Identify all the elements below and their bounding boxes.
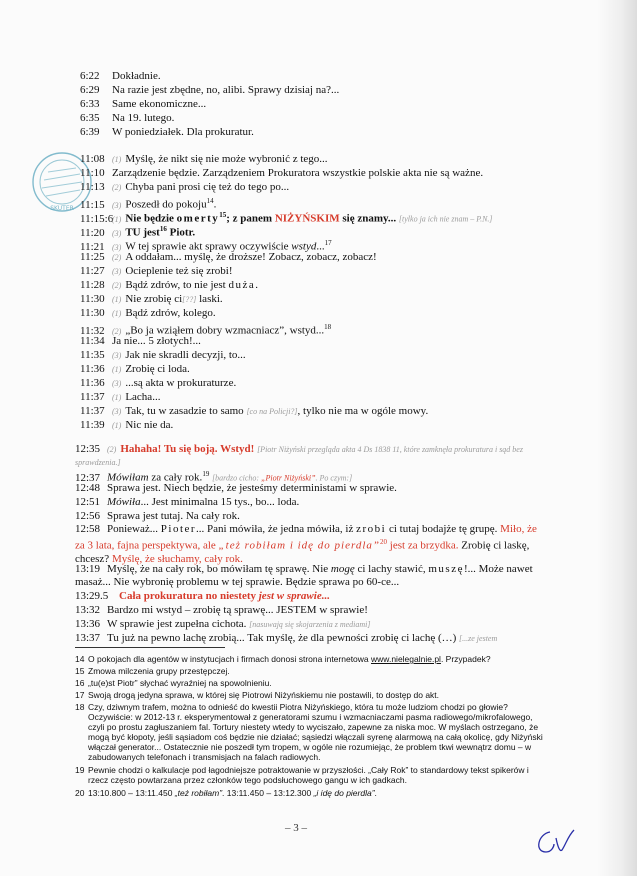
timestamp: 6:22	[80, 70, 100, 82]
italic-word: wstyd	[291, 240, 317, 253]
dialogue-text: Zarządzenie będzie. Zarządzeniem Prokuratora wszystkie polskie akta nie są ważne.	[112, 167, 484, 179]
footnote	[75, 765, 545, 785]
dialogue-text: Tak, tu w zasadzie to samo	[125, 405, 247, 417]
dialogue-text: Bądź zdrów, kolego.	[125, 307, 216, 319]
dialogue-text: się znamy...	[339, 212, 397, 225]
highlighted-text: Cała prokuratura no niestety	[119, 590, 259, 602]
footnote-link[interactable]: www.nielegalnie.pl	[371, 654, 441, 664]
dialogue-line	[80, 70, 161, 82]
footnote	[75, 702, 545, 762]
dialogue-line	[75, 510, 240, 522]
dialogue-text: A oddałam... myślę, że droższe! Zobacz, zobacz, zobacz!	[125, 251, 377, 263]
timestamp: 6:33	[80, 98, 100, 110]
speaker-marker: (3)	[112, 267, 122, 276]
dialogue-text: ...	[316, 240, 325, 253]
dialogue-line	[75, 482, 397, 494]
dialogue-line	[80, 419, 173, 432]
dialogue-text: Ponieważ...	[107, 523, 161, 535]
dialogue-line	[80, 98, 206, 110]
dialogue-text: Sprawa jest. Niech będzie, że jesteśmy deterministami w sprawie.	[107, 482, 397, 494]
timestamp: 6:29	[80, 84, 100, 96]
footnote-number: 17	[75, 690, 85, 700]
dialogue-text: ...są akta w prokuraturze.	[125, 377, 237, 389]
timestamp: 11:32	[80, 324, 105, 337]
timestamp: 11:37	[80, 405, 105, 417]
timestamp: 11:10	[80, 167, 105, 179]
timestamp: 11:15	[80, 198, 105, 211]
speaker-marker: (3)	[112, 242, 122, 252]
timestamp: 13:19	[75, 563, 101, 575]
footnote-text: .	[374, 788, 377, 798]
timestamp: 11:35	[80, 349, 105, 361]
timestamp: 12:58	[75, 523, 101, 535]
timestamp: 6:35	[80, 112, 100, 124]
editor-note: [nasuwają się skojarzenia z mediami]	[249, 620, 371, 629]
stamp-text: SKUTER	[50, 205, 74, 212]
dialogue-text: „Bo ja wziąłem dobry wzmacniacz”, wstyd...	[125, 324, 325, 337]
dialogue-line	[80, 153, 328, 166]
dialogue-text: Zrobię ci laskę, chcesz?	[75, 539, 530, 565]
timestamp: 13:36	[75, 618, 101, 630]
speaker-marker: (2)	[112, 253, 122, 262]
dialogue-text: ... Pani mówiła, że jedna mówiła, iż	[196, 523, 357, 535]
highlighted-name: NIŻYŃSKIM	[274, 212, 340, 225]
timestamp: 11:27	[80, 265, 105, 277]
speaker-marker: (1)	[112, 393, 122, 402]
footnote-number: 19	[75, 765, 85, 775]
italic-word: mogę	[330, 563, 355, 575]
emphasized-word: muszę	[428, 563, 464, 575]
footnote-number: 15	[75, 666, 85, 676]
emphasized-word: Pioter	[160, 523, 197, 535]
timestamp: 13:29.5	[75, 590, 109, 602]
dialogue-text: .	[213, 198, 217, 211]
timestamp: 11:36	[80, 377, 105, 389]
footnote-text: . 13:11.450 – 13:12.300	[222, 788, 314, 798]
timestamp: 12:35	[75, 443, 101, 455]
italic-word: Mówiłam	[107, 471, 149, 484]
footnote-ref: 19	[202, 470, 210, 478]
dialogue-text: Bądź zdrów, to nie jest	[125, 279, 229, 291]
timestamp: 11:08	[80, 153, 105, 165]
dialogue-text: W poniedziałek. Dla prokuratur.	[112, 126, 254, 138]
dialogue-text: Lacha...	[125, 391, 161, 403]
footnote-ref: 16	[159, 225, 167, 233]
dialogue-line	[80, 405, 428, 418]
dialogue-line	[75, 618, 370, 631]
dialogue-text: Ocieplenie też się zrobi!	[125, 265, 233, 277]
footnote-ref: 17	[324, 239, 332, 247]
speaker-marker: (1)	[112, 214, 122, 224]
footnote-number: 18	[75, 702, 85, 712]
dialogue-text: ci tutaj bodajże tę grupę.	[386, 523, 501, 535]
highlighted-text: jest w sprawie...	[258, 590, 330, 602]
dialogue-text: Zrobię ci loda.	[125, 363, 190, 375]
editor-note: . Po czym:]	[315, 473, 353, 483]
editor-note: [co na Policji?]	[246, 407, 298, 416]
speaker-marker: (2)	[107, 445, 117, 454]
timestamp: 11:30	[80, 293, 105, 305]
footnote	[75, 788, 545, 798]
dialogue-text: ; z panem	[226, 212, 275, 225]
dialogue-line	[80, 335, 201, 347]
footnote-text: Pewnie chodzi o kalkulacje pod łagodniejsze potraktowanie w przyszłości. „Cały Rok” to standardowy tekst spikerów i rzecz często powtarzana przez członków tego podsłuchowego gangu w ich gadkach.	[88, 765, 529, 785]
footnote-quote: „i idę do pierdla”	[313, 788, 375, 798]
footnote-number: 16	[75, 678, 85, 688]
dialogue-text: Na razie jest zbędne, no, alibi. Sprawy dzisiaj na?...	[112, 84, 340, 96]
speaker-marker: (2)	[112, 183, 122, 192]
editor-note: [...ze jestem	[459, 634, 498, 643]
footnote	[75, 654, 545, 664]
dialogue-line	[80, 349, 246, 362]
dialogue-line	[80, 265, 233, 278]
dialogue-text: za cały rok.	[148, 471, 203, 484]
footnote-text: „tu(e)st Piotr” słychać wyraźniej na spowolnieniu.	[88, 678, 272, 688]
dialogue-paragraph	[75, 563, 545, 589]
dialogue-line	[75, 590, 330, 602]
footnote-text: 13:10.800 – 13:11.450	[88, 788, 175, 798]
speaker-marker: (1)	[112, 309, 122, 318]
dialogue-line	[80, 293, 223, 306]
dialogue-text: !... Może nawet masaż... Nie wybronię problemu w tej sprawie. Będzie sprawa po 60-ce...	[75, 563, 533, 588]
dialogue-text: ... Jest minimalna 15 tys., bo... loda.	[140, 496, 300, 508]
timestamp: 11:34	[80, 335, 105, 347]
editor-note: [Piotr Niżyński przegląda akta 4 Ds 1838 11, które zamknęła prokuratura i sąd bez sprawdzenia.]	[75, 445, 523, 467]
timestamp: 11:30	[80, 307, 105, 319]
footnote-text: Czy, dziwnym trafem, można to odnieść do kwestii Piotra Niżyńskiego, która tu może ludziom chodzi po głowie? Oczywiście: w 2012-13 r. eksperymentował z generatorami szumu i wzmacniaczami pasma radiowego/mikrofalowego, czyli po prostu zagłuszaniem fal. Tortury niestety wtedy to wyciszało, zapewne za niska moc. W myślach ostrzegano, że mogą być kłopoty, jeśli sąsiadom coś będzie nie działać; sąsiedzi włączali syrenę alarmową na całą okolicę, gdy Niżyński włączał generator... Ostatecznie nie poszedł tym tropem, w ogóle nie rozumiejąc, że problem tkwi wewnątrz domu – w zabudowanych telefonach i transmisjach na falach radiowych.	[88, 702, 543, 762]
timestamp: 11:15:6	[80, 212, 114, 225]
timestamp: 12:37	[75, 471, 101, 484]
dialogue-text: Ja nie... 5 złotych!...	[112, 335, 201, 347]
speaker-marker: (1)	[112, 421, 122, 430]
editor-note: [bardzo cicho:	[212, 473, 262, 483]
footnote-separator	[75, 647, 225, 648]
footnote-ref: 14	[206, 197, 214, 205]
dialogue-text: Myślę, że na cały rok, bo mówiłam tę sprawę. Nie	[107, 563, 331, 575]
speaker-marker: (3)	[112, 379, 122, 388]
dialogue-text: Bardzo mi wstyd – zrobię tą sprawę... JESTEM w sprawie!	[107, 604, 368, 616]
dialogue-text: Chyba pani prosi cię też do tego po...	[125, 181, 290, 193]
dialogue-text: W sprawie jest zupełna cichota.	[107, 618, 247, 630]
dialogue-text: Same ekonomiczne...	[112, 98, 207, 110]
dialogue-text: Nic nie da.	[125, 419, 174, 431]
highlighted-text: Miło, że za 3 lata, fajna perspektywa, ale	[75, 523, 537, 552]
editor-note: [??]	[182, 295, 197, 304]
footnote	[75, 678, 545, 688]
dialogue-text: Jak nie skradli decyzji, to...	[125, 349, 246, 361]
dialogue-text: Na 19. lutego.	[112, 112, 175, 124]
dialogue-line	[80, 363, 190, 376]
highlighted-text: Hahaha! Tu się boją. Wstyd!	[120, 443, 255, 455]
timestamp: 11:28	[80, 279, 105, 291]
timestamp: 13:32	[75, 604, 101, 616]
dialogue-line	[75, 632, 497, 645]
speaker-marker: (3)	[112, 351, 122, 360]
dialogue-text: Dokładnie.	[112, 70, 161, 82]
dialogue-text: laski.	[196, 293, 223, 305]
footnote-ref: 15	[219, 211, 227, 219]
footnote	[75, 666, 545, 676]
footnote-text: Zmowa milczenia grupy przestępczej.	[88, 666, 230, 676]
dialogue-line	[75, 496, 299, 508]
speaker-marker: (3)	[112, 200, 122, 210]
emphasized-word: omerty	[176, 212, 220, 225]
footnote	[75, 690, 545, 700]
dialogue-line	[80, 377, 236, 390]
speaker-marker: (2)	[112, 281, 122, 290]
timestamp: 11:25	[80, 251, 105, 263]
italic-word: Mówiła	[107, 496, 141, 508]
dialogue-line	[80, 391, 160, 404]
dialogue-paragraph	[75, 443, 545, 469]
highlighted-text: Myślę, że słuchamy, cały rok.	[111, 552, 243, 565]
timestamp: 11:39	[80, 419, 105, 431]
footnote-quote: „też robiłam”	[174, 788, 223, 798]
footnote-text: Swoją drogą jedyna sprawa, w której się Piotrowi Niżyńskiemu nie postawili, to dostęp do akt.	[88, 690, 440, 700]
dialogue-text: W tej sprawie akt sprawy oczywiście	[125, 240, 292, 253]
speaker-marker: (3)	[112, 228, 122, 238]
dialogue-text: Myślę, że nikt się nie może wybronić z tego...	[125, 153, 328, 165]
page-number: – 3 –	[285, 822, 307, 834]
highlighted-quote: „też robiłam i idę do pierdla”	[218, 539, 381, 552]
speaker-marker: (3)	[112, 407, 122, 416]
dialogue-text: Poszedł do pokoju	[125, 198, 207, 211]
dialogue-text: Tu już na pewno lachę zrobią... Tak myślę, że dla pewności zrobię ci lachę (…)	[107, 632, 457, 644]
editor-note: [tylko ja ich nie znam – P.N.]	[398, 214, 493, 224]
dialogue-line	[80, 307, 216, 320]
dialogue-text: , tylko nie ma w ogóle mowy.	[297, 405, 429, 417]
signature-icon	[528, 822, 578, 862]
footnote-text: O pokojach dla agentów w instytucjach i firmach donosi strona internetowa	[88, 654, 372, 664]
timestamp: 13:37	[75, 632, 101, 644]
speaker-marker: (2)	[112, 326, 122, 336]
dialogue-text: ci lachy stawić,	[354, 563, 429, 575]
footnote-ref: 20	[380, 538, 388, 546]
dialogue-line	[80, 181, 289, 194]
timestamp: 11:21	[80, 240, 105, 253]
page-fold-shadow	[597, 0, 637, 876]
dialogue-text: TU jest	[125, 226, 160, 239]
timestamp: 11:36	[80, 363, 105, 375]
dialogue-text: .	[255, 279, 258, 291]
dialogue-text: Sprawa jest tutaj. Na cały rok.	[107, 510, 240, 522]
emphasized-word: duża	[228, 279, 256, 291]
timestamp: 6:39	[80, 126, 100, 138]
dialogue-text: Piotr.	[166, 226, 196, 239]
dialogue-line	[80, 112, 174, 124]
footnote-ref: 18	[324, 323, 332, 331]
highlighted-text: jest za brzydka.	[387, 539, 459, 552]
speaker-marker: (1)	[112, 295, 122, 304]
dialogue-line	[80, 84, 339, 96]
timestamp: 11:37	[80, 391, 105, 403]
dialogue-paragraph	[75, 523, 545, 566]
speaker-marker: (1)	[112, 155, 122, 164]
timestamp: 12:56	[75, 510, 101, 522]
footnote-text: . Przypadek?	[440, 654, 491, 664]
dialogue-line	[80, 167, 483, 179]
timestamp: 11:20	[80, 226, 105, 239]
highlighted-name: „Piotr Niżyński”	[261, 473, 316, 483]
dialogue-line	[80, 126, 254, 138]
dialogue-line	[75, 604, 368, 616]
dialogue-text: Nie zrobię ci	[125, 293, 183, 305]
timestamp: 12:51	[75, 496, 101, 508]
footnote-number: 14	[75, 654, 85, 664]
dialogue-line	[80, 251, 377, 264]
emphasized-word: zrobi	[356, 523, 387, 535]
footnote-number: 20	[75, 788, 85, 798]
dialogue-line	[80, 279, 258, 292]
timestamp: 11:13	[80, 181, 105, 193]
speaker-marker: (1)	[112, 365, 122, 374]
timestamp: 12:48	[75, 482, 101, 494]
dialogue-text: Nie będzie	[125, 212, 177, 225]
